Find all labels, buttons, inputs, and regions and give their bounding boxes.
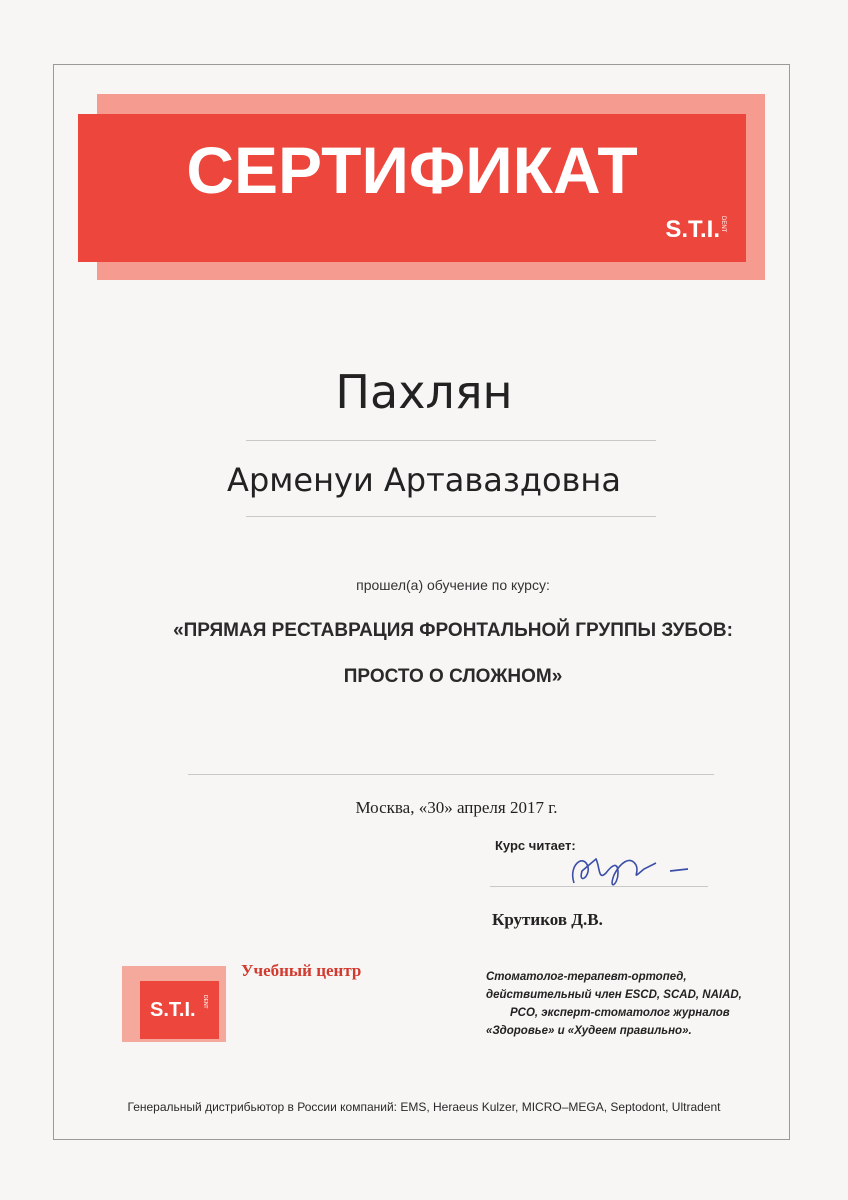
signature-line (490, 886, 708, 887)
course-title-line2: ПРОСТО О СЛОЖНОМ» (343, 666, 563, 687)
divider-line (188, 774, 714, 775)
lecturer-label: Курс читает: (495, 838, 576, 853)
training-center-logo (140, 981, 219, 1039)
certificate-title: СЕРТИФИКАТ (186, 133, 638, 207)
sti-logo (665, 216, 726, 244)
lecturer-credentials (470, 968, 770, 1040)
divider-line (246, 440, 656, 441)
credential-line: PCO, эксперт-стоматолог журналов (510, 1007, 730, 1019)
sti-logo-text: S.T.I. (665, 216, 720, 243)
course-title-line1: «ПРЯМАЯ РЕСТАВРАЦИЯ ФРОНТАЛЬНОЙ ГРУППЫ ЗУБОВ: (173, 620, 733, 641)
divider-line (246, 516, 656, 517)
training-center-label: Учебный центр (241, 961, 362, 980)
course-intro: прошел(а) обучение по курсу: (356, 577, 550, 593)
sti-logo-sub: DENT (720, 216, 726, 233)
training-logo-text: S.T.I. (150, 999, 196, 1021)
lecturer-name: Крутиков Д.В. (492, 910, 603, 929)
signature-image (560, 845, 700, 895)
credential-line: Стоматолог-терапевт-ортопед, (486, 971, 687, 983)
training-logo-sub: DENT (202, 995, 208, 1009)
recipient-surname: Пахлян (335, 365, 513, 419)
city-date: Москва, «30» апреля 2017 г. (355, 798, 558, 817)
credential-line: действительный член ESCD, SCAD, NAIAD, (486, 989, 742, 1001)
certificate-banner (78, 114, 746, 262)
footer-distributor: Генеральный дистрибьютор в России компаний: EMS, Heraeus Kulzer, MICRO–MEGA, Septodont, Ultradent (127, 1100, 721, 1114)
recipient-given-names: Арменуи Артаваздовна (227, 461, 621, 499)
credential-line: «Здоровье» и «Худеем правильно». (486, 1025, 692, 1037)
